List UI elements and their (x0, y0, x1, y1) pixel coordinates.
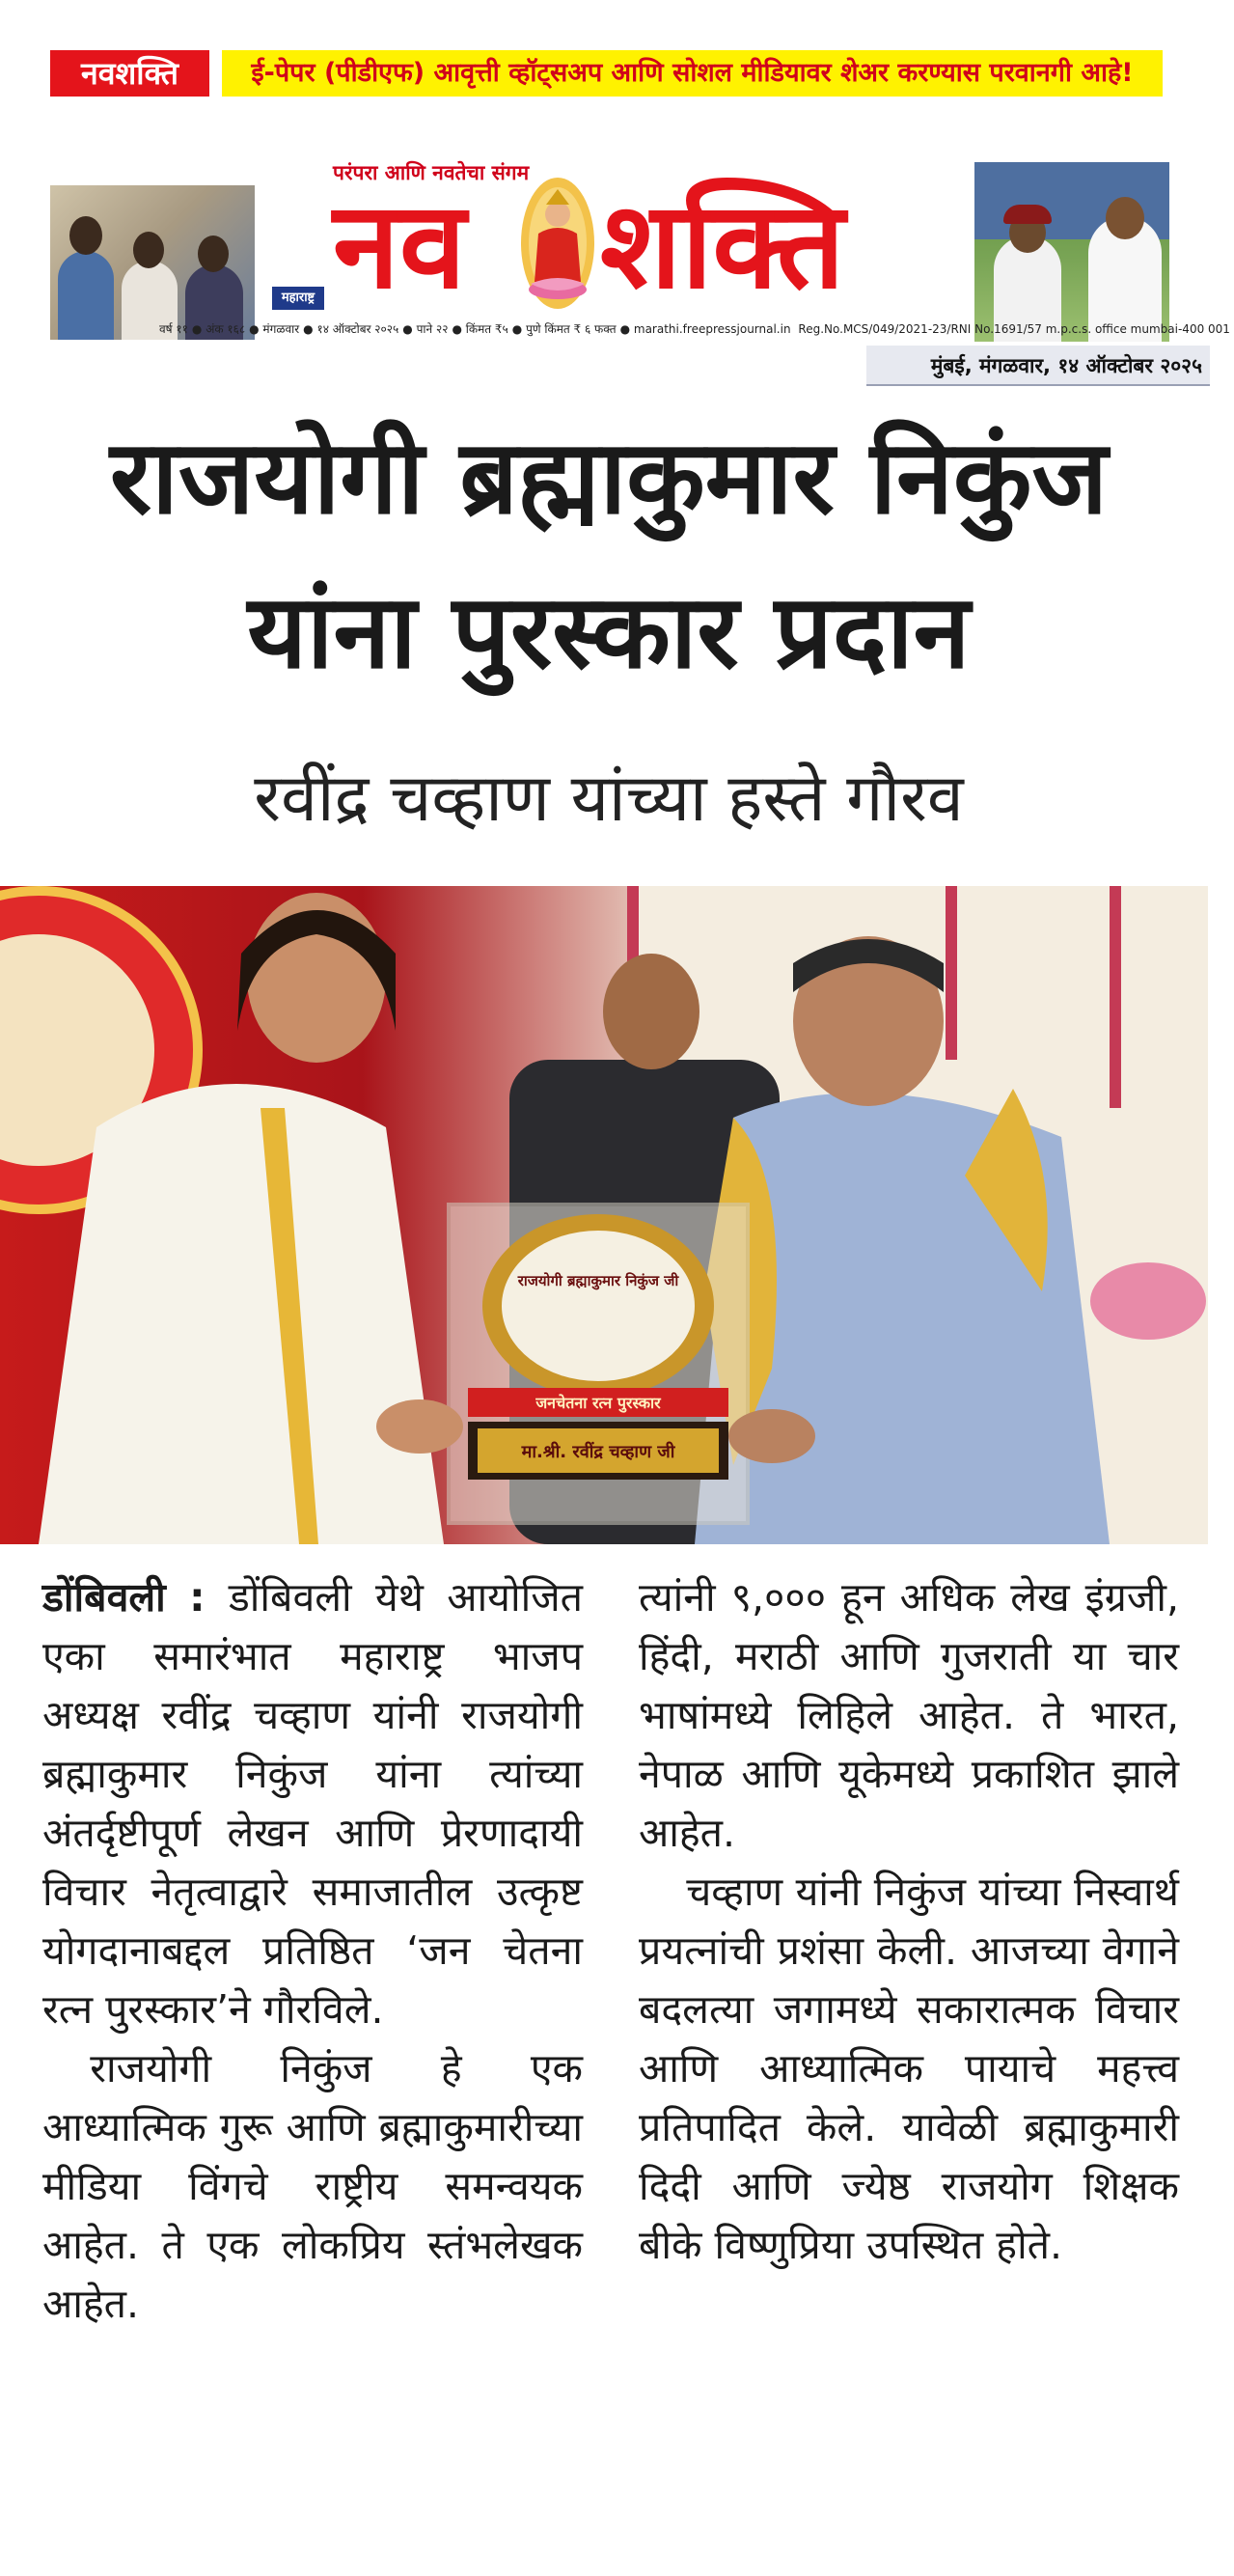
meta-issue: अंक १६८ (206, 322, 246, 336)
article-paragraph-3: त्यांनी ९,००० हून अधिक लेख इंग्रजी, हिंदी, मराठी आणि गुजराती या चार भाषांमध्ये लिहिले आहेत. ते भारत, नेपाळ आणि यूकेमध्ये प्रकाशित झाले आहेत. (639, 1574, 1179, 1856)
masthead-right-photo (974, 162, 1169, 342)
award-ceremony-photo (0, 886, 1208, 1544)
masthead-logo-part2: शक्ति (600, 177, 845, 316)
meta-volume: वर्ष ११ (159, 322, 188, 336)
masthead-tagline: परंपरा आणि नवतेचा संगम (333, 161, 530, 184)
plaque-title: राजयोगी ब्रह्माकुमार निकुंज जी (517, 1272, 679, 1289)
meta-registration: Reg.No.MCS/049/2021-23/RNI No.1691/57 m.p.c.s. office mumbai-400 001 (798, 322, 1230, 336)
meta-price: किंमत ₹५ (465, 322, 508, 336)
article-column-right (639, 1568, 1179, 2275)
masthead-date-line: मुंबई, मंगळवार, १४ ऑक्टोबर २०२५ (866, 346, 1210, 386)
meta-pages: पाने २२ (416, 322, 449, 336)
headline-line-2: यांना पुरस्कार प्रदान (247, 572, 971, 691)
article-paragraph-4: चव्हाण यांनी निकुंज यांच्या निस्वार्थ प्रयत्नांची प्रशंसा केली. आजच्या वेगाने बदलत्या जगामध्ये सकारात्मक विचार आणि आध्यात्मिक पायाचे महत्त्व प्रतिपादित केले. यावेळी ब्रह्माकुमारी दिदी आणि ज्येष्ठ राजयोग शिक्षक बीके विष्णुप्रिया उपस्थित होते. (639, 1869, 1179, 2268)
masthead-logo-part1: नव (333, 177, 466, 316)
meta-date: १४ ऑक्टोबर २०२५ (316, 322, 399, 336)
meta-website: marathi.freepressjournal.in (633, 322, 791, 336)
paragraph-1-text: डोंबिवली येथे आयोजित एका समारंभात महाराष्ट्र भाजप अध्यक्ष रवींद्र चव्हाण यांनी राजयोगी ब्रह्माकुमार निकुंज यांना त्यांच्या अंतर्दृष्टीपूर्ण लेखन आणि प्रेरणादायी विचार नेतृत्वाद्वारे समाजातील उत्कृष्ट योगदानाबद्दल प्रतिष्ठित ‘जन चेतना रत्न पुरस्कार’ने गौरविले. (42, 1574, 583, 2033)
goddess-lakshmi-icon (519, 176, 596, 311)
article-column-left (42, 1568, 583, 2334)
meta-pune-price: पुणे किंमत ₹ ६ फक्त (526, 322, 617, 336)
masthead-left-photo (50, 185, 255, 340)
meta-day: मंगळवार (262, 322, 300, 336)
article-paragraph-2: राजयोगी निकुंज हे एक आध्यात्मिक गुरू आणि ब्रह्माकुमारीच्या मीडिया विंगचे राष्ट्रीय समन्वयक आहेत. ते एक लोकप्रिय स्तंभलेखक आहेत. (42, 2045, 583, 2327)
edition-badge: महाराष्ट्र (272, 287, 324, 310)
dateline: डोंबिवली (42, 1574, 166, 1620)
plaque-presenter: मा.श्री. रवींद्र चव्हाण जी (521, 1442, 675, 1462)
subheadline: रवींद्र चव्हाण यांच्या हस्ते गौरव (254, 761, 964, 837)
masthead-meta-strip: वर्ष ११ ● अंक १६८ ● मंगळवार ● १४ ऑक्टोबर २०२५ ● पाने २२ ● किंमत ₹५ ● पुणे किंमत ₹ ६ फक्त ● marathi.freepressjournal.in Reg.No.MCS/049/2021-23/RNI No.1691/57 m.p.c.s. office mumbai-400 001 (159, 322, 1230, 336)
article-paragraph-1 (42, 1568, 583, 2039)
plaque-base-label: जनचेतना रत्न पुरस्कार (535, 1394, 661, 1412)
dateline-separator: : (189, 1574, 206, 1620)
banner-brand-label: नवशक्ति (50, 50, 209, 97)
headline-line-1: राजयोगी ब्रह्माकुमार निकुंज (109, 418, 1109, 537)
banner-notice: ई-पेपर (पीडीएफ) आवृत्ती व्हॉट्सअप आणि सोशल मीडियावर शेअर करण्यास परवानगी आहे! (222, 50, 1163, 97)
